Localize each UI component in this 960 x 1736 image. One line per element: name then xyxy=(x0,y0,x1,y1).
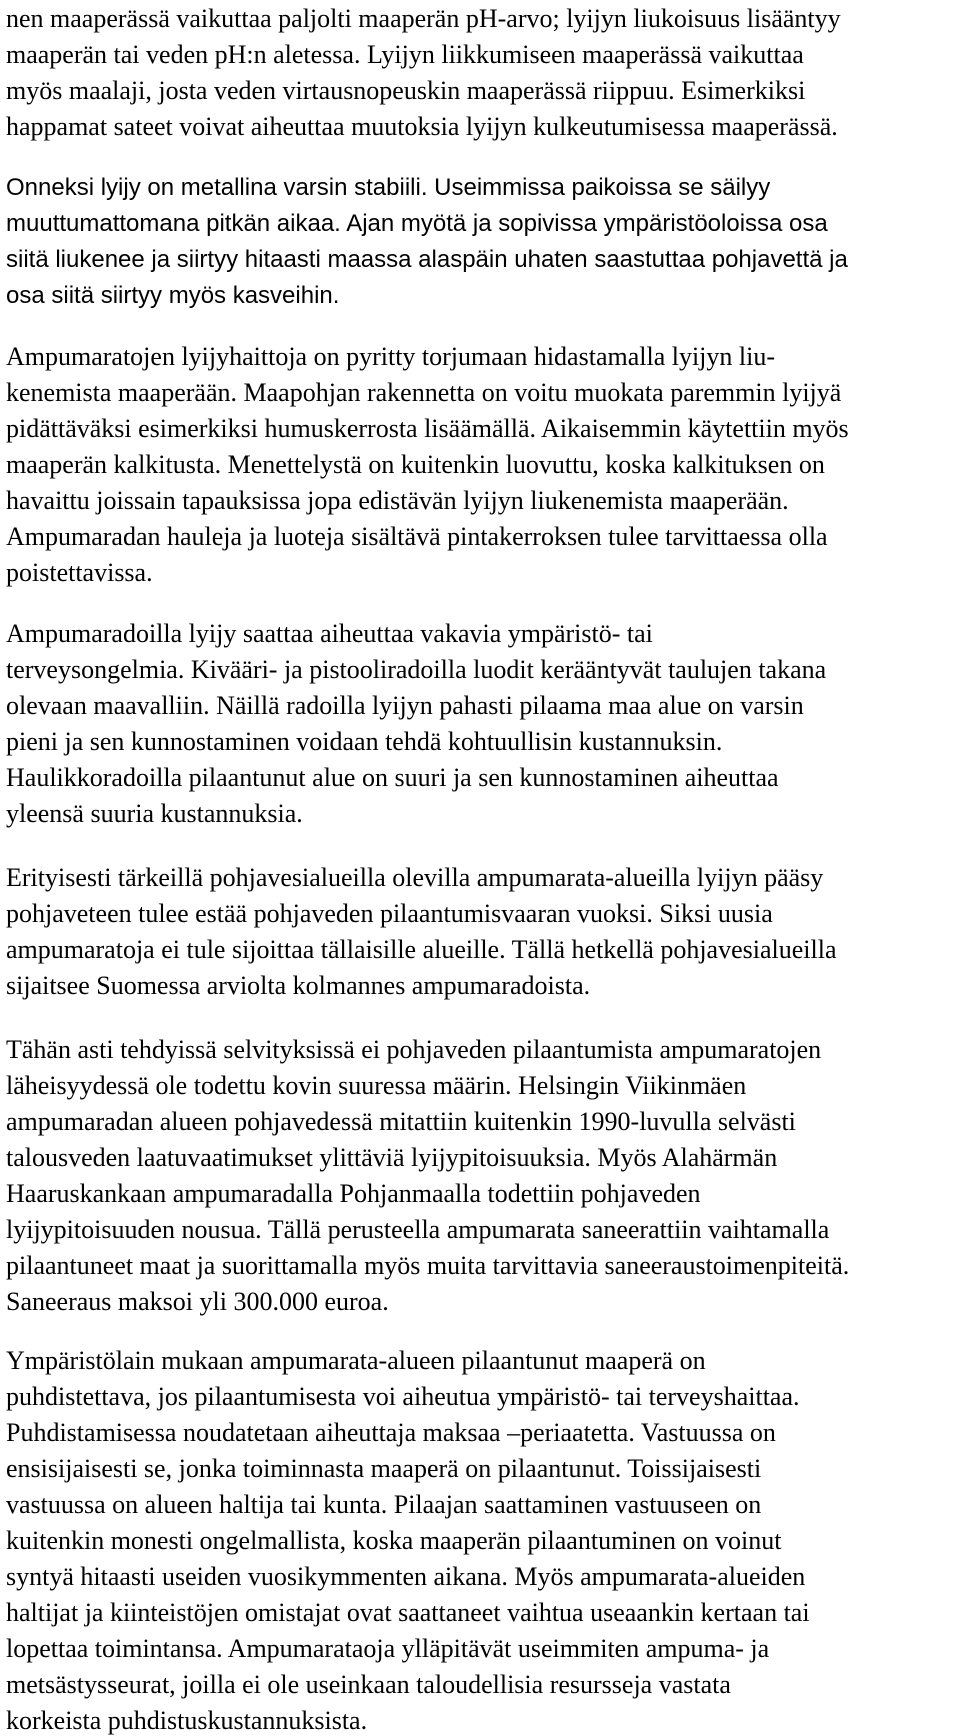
text-line: Puhdistamisessa noudatetaan aiheuttaja maksaa –periaatetta. Vastuussa on xyxy=(6,1418,776,1447)
text-line: ensisijaisesti se, jonka toiminnasta maaperä on pilaantunut. Toissijaisesti xyxy=(6,1454,762,1483)
text-line: pohjaveteen tulee estää pohjaveden pilaantumisvaaran vuoksi. Siksi uusia xyxy=(6,899,773,928)
text-line: puhdistettava, jos pilaantumisesta voi aiheutua ympäristö- tai terveyshaittaa. xyxy=(6,1382,800,1411)
text-line: Haulikkoradoilla pilaantunut alue on suuri ja sen kunnostaminen aiheuttaa xyxy=(6,763,779,792)
text-line: haltijat ja kiinteistöjen omistajat ovat saattaneet vaihtua useaankin kertaan tai xyxy=(6,1598,810,1627)
text-line: lyijypitoisuuden nousua. Tällä perusteella ampumarata saneerattiin vaihtamalla xyxy=(6,1215,830,1244)
text-line: myös maalaji, josta veden virtausnopeuskin maaperässä riippuu. Esimerkiksi xyxy=(6,76,806,105)
paragraph-environmental-law xyxy=(6,1343,948,1736)
text-line: kuitenkin monesti ongelmallista, koska maaperän pilaantuminen on voinut xyxy=(6,1526,782,1555)
text-line: maaperän tai veden pH:n aletessa. Lyijyn liikkumiseen maaperässä vaikuttaa xyxy=(6,40,804,69)
text-line: vastuussa on alueen haltija tai kunta. Pilaajan saattaminen vastuuseen on xyxy=(6,1490,762,1519)
text-line: Erityisesti tärkeillä pohjavesialueilla olevilla ampumarata-alueilla lyijyn pääsy xyxy=(6,863,824,892)
text-line: sijaitsee Suomessa arviolta kolmannes ampumaradoista. xyxy=(6,971,591,1000)
paragraph-shooting-ranges xyxy=(6,616,948,832)
text-line: ampumaradan alueen pohjavedessä mitattiin kuitenkin 1990-luvulla selvästi xyxy=(6,1107,796,1136)
text-line: syntyä hitaasti useiden vuosikymmenten aikana. Myös ampumarata-alueiden xyxy=(6,1562,806,1591)
text-line: lopettaa toimintansa. Ampumarataoja ylläpitävät useimmiten ampuma- ja xyxy=(6,1634,770,1663)
text-line: terveysongelmia. Kivääri- ja pistooliradoilla luodit kerääntyvät taulujen takana xyxy=(6,655,827,684)
text-line: olevaan maavalliin. Näillä radoilla lyijyn pahasti pilaama maa alue on varsin xyxy=(6,691,804,720)
text-line: nen maaperässä vaikuttaa paljolti maaperän pH-arvo; lyijyn liukoisuus lisääntyy xyxy=(6,4,841,33)
text-line: talousveden laatuvaatimukset ylittäviä lyijypitoisuuksia. Myös Alahärmän xyxy=(6,1143,778,1172)
text-line: Ampumaratojen lyijyhaittoja on pyritty torjumaan hidastamalla lyijyn liu- xyxy=(6,342,776,371)
text-line: Ampumaradoilla lyijy saattaa aiheuttaa vakavia ympäristö- tai xyxy=(6,619,653,648)
text-line: Onneksi lyijy on metallina varsin stabiili. Useimmissa paikoissa se säilyy xyxy=(6,174,771,201)
paragraph-studies xyxy=(6,1032,948,1320)
text-line: Saneeraus maksoi yli 300.000 euroa. xyxy=(6,1287,389,1316)
text-line: pidättäväksi esimerkiksi humuskerrosta lisäämällä. Aikaisemmin käytettiin myös xyxy=(6,414,849,443)
text-line: korkeista puhdistuskustannuksista. xyxy=(6,1706,368,1735)
paragraph-mitigation xyxy=(6,339,948,591)
text-line: pilaantuneet maat ja suorittamalla myös muita tarvittavia saneeraustoimenpiteitä. xyxy=(6,1251,850,1280)
text-line: Haaruskankaan ampumaradalla Pohjanmaalla todettiin pohjaveden xyxy=(6,1179,701,1208)
text-line: yleensä suuria kustannuksia. xyxy=(6,799,303,828)
text-line: pieni ja sen kunnostaminen voidaan tehdä kohtuullisin kustannuksin. xyxy=(6,727,723,756)
text-line: osa siitä siirtyy myös kasveihin. xyxy=(6,282,340,309)
paragraph-groundwater-areas xyxy=(6,860,948,1004)
paragraph-lead-stability xyxy=(6,170,948,314)
text-line: Tähän asti tehdyissä selvityksissä ei pohjaveden pilaantumista ampumaratojen xyxy=(6,1035,822,1064)
text-line: Ampumaradan hauleja ja luoteja sisältävä pintakerroksen tulee tarvittaessa olla xyxy=(6,522,828,551)
text-line: muuttumattomana pitkän aikaa. Ajan myötä ja sopivissa ympäristöoloissa osa xyxy=(6,210,828,237)
text-line: Ympäristölain mukaan ampumarata-alueen pilaantunut maaperä on xyxy=(6,1346,706,1375)
text-line: poistettavissa. xyxy=(6,558,153,587)
text-line: läheisyydessä ole todettu kovin suuressa määrin. Helsingin Viikinmäen xyxy=(6,1071,747,1100)
text-line: metsästysseurat, joilla ei ole useinkaan taloudellisia resursseja vastata xyxy=(6,1670,731,1699)
paragraph-lead-mobility xyxy=(6,1,948,145)
text-line: happamat sateet voivat aiheuttaa muutoksia lyijyn kulkeutumisessa maaperässä. xyxy=(6,112,838,141)
text-line: havaittu joissain tapauksissa jopa edistävän lyijyn liukenemista maaperään. xyxy=(6,486,789,515)
text-line: kenemista maaperään. Maapohjan rakennetta on voitu muokata paremmin lyijyä xyxy=(6,378,842,407)
text-line: ampumaratoja ei tule sijoittaa tällaisille alueille. Tällä hetkellä pohjavesialueilla xyxy=(6,935,837,964)
text-line: siitä liukenee ja siirtyy hitaasti maassa alaspäin uhaten saastuttaa pohjavettä ja xyxy=(6,246,848,273)
text-line: maaperän kalkitusta. Menettelystä on kuitenkin luovuttu, koska kalkituksen on xyxy=(6,450,825,479)
